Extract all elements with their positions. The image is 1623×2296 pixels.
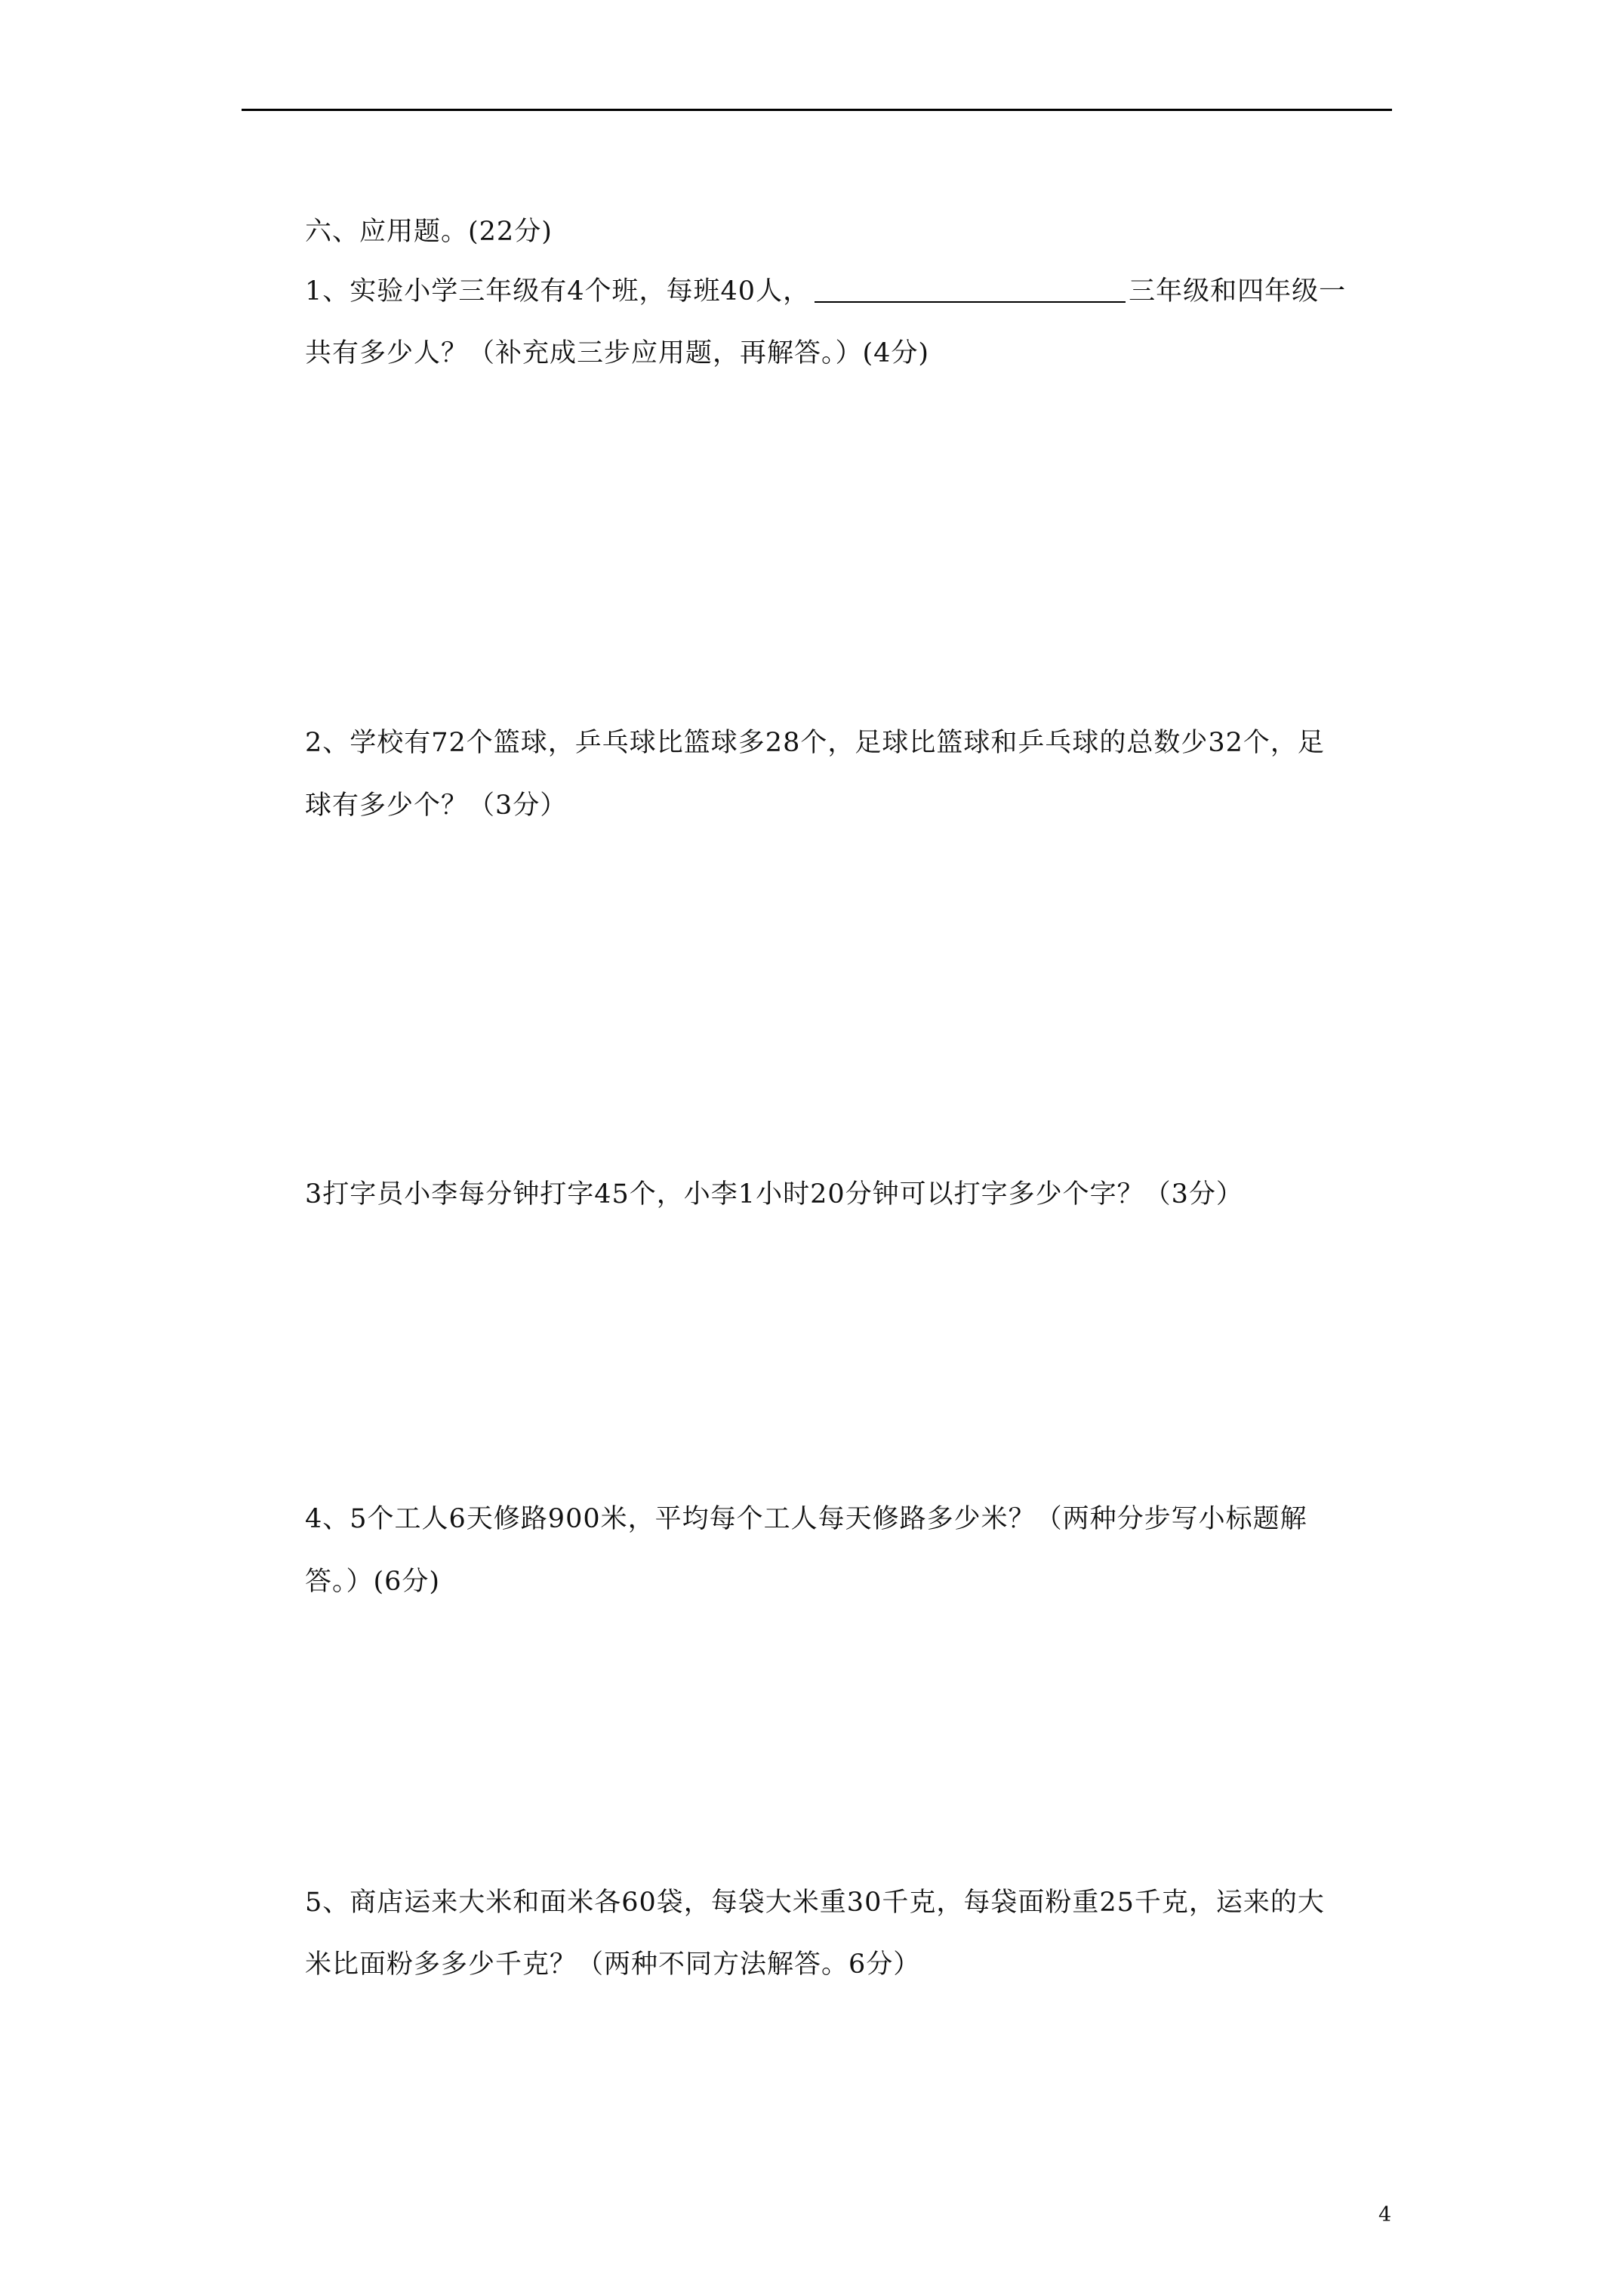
question-1-text-after-blank: 三年级和四年级一: [1129, 276, 1347, 307]
header-rule: [242, 109, 1392, 111]
question-3-line-1: 3打字员小李每分钟打字45个，小李1小时20分钟可以打字多少个字？（3分）: [305, 1179, 1243, 1210]
answer-blank[interactable]: [815, 279, 1126, 303]
question-5-line-1: 5、商店运来大米和面米各60袋，每袋大米重30千克，每袋面粉重25千克，运来的大: [305, 1888, 1325, 1918]
question-4-line-1: 4、5个工人6天修路900米，平均每个工人每天修路多少米？（两种分步写小标题解: [305, 1504, 1307, 1534]
page-number: 4: [1378, 2203, 1392, 2227]
section-heading: 六、应用题。(22分): [305, 217, 553, 247]
question-1-line-1: [305, 275, 1346, 308]
question-4-line-2: 答。）(6分): [305, 1567, 441, 1597]
question-2-line-2: 球有多少个？（3分）: [305, 791, 568, 821]
question-1-line-2: 共有多少人？（补充成三步应用题，再解答。）(4分): [305, 338, 930, 368]
question-5-line-2: 米比面粉多多少千克？（两种不同方法解答。6分）: [305, 1949, 921, 1980]
question-1-text-before-blank: 1、实验小学三年级有4个班，每班40人，: [305, 276, 811, 307]
question-2-line-1: 2、学校有72个篮球，乒乓球比篮球多28个，足球比篮球和乒乓球的总数少32个，足: [305, 728, 1325, 758]
